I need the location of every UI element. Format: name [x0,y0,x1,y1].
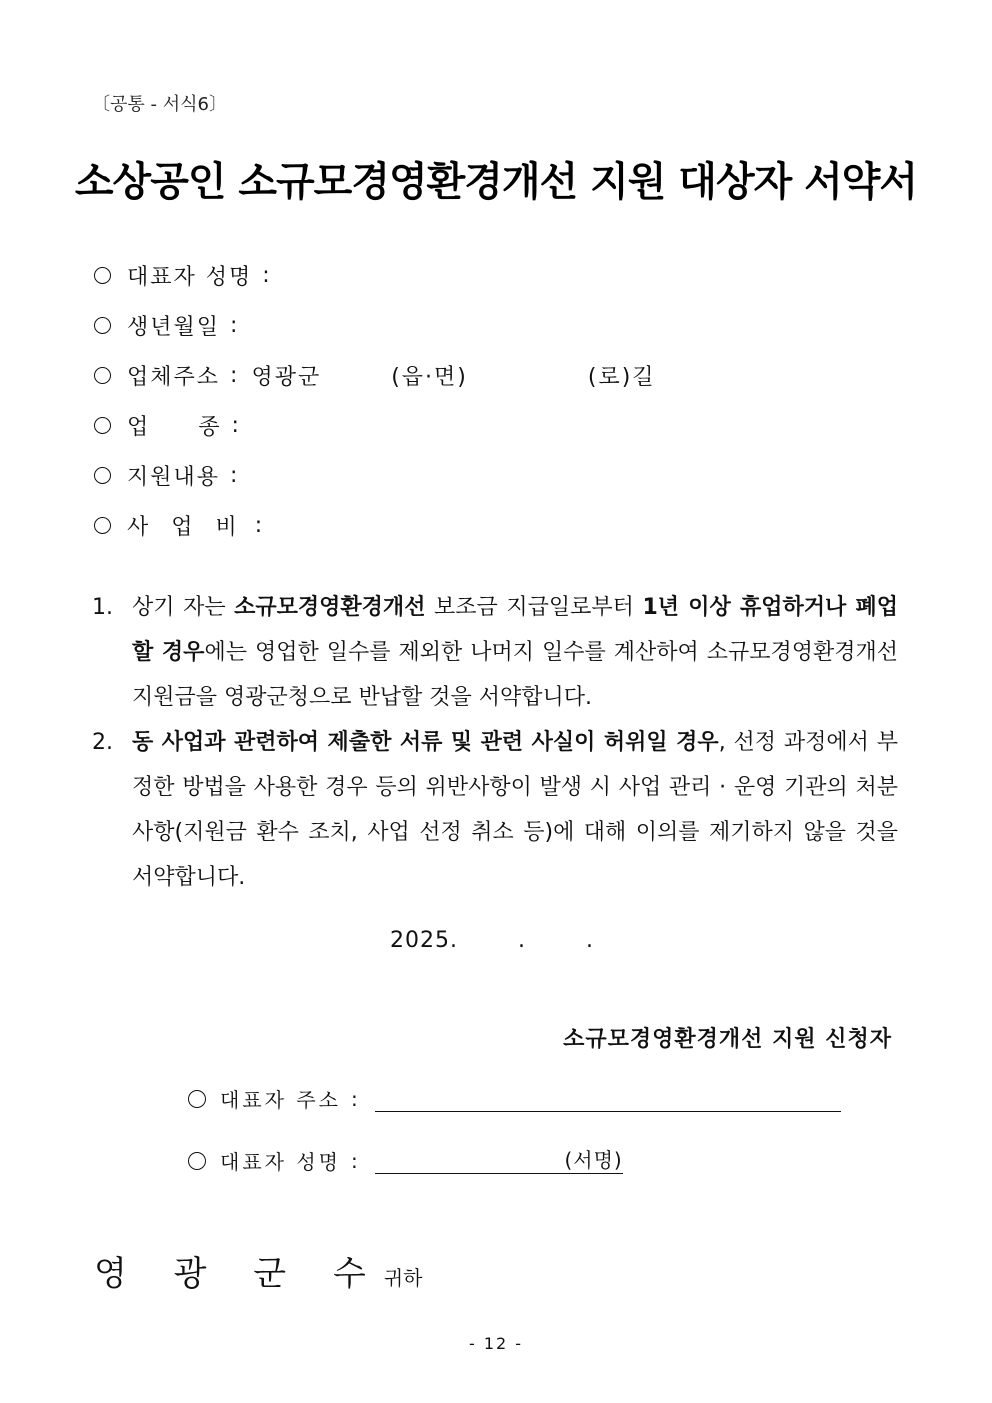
clause-text: 상기 자는 [132,595,235,620]
field-colon: : [262,262,272,288]
field-label: 업체주소 [127,364,221,390]
clause-bold-text: 1년 이상 휴업하거나 폐업 할 경우 [132,595,899,665]
address-input-line[interactable] [375,1085,841,1112]
field-label: 생년월일 [127,314,221,340]
field-label-b: 종 [198,414,222,440]
circle-bullet-icon [94,467,111,484]
name-label: 대표자 성명 [220,1150,341,1174]
clause-bold-text: 동 사업과 관련하여 제출한 서류 및 관련 사실이 허위일 경우 [132,730,719,755]
field-support-content [94,450,656,500]
field-colon: : [230,312,240,338]
clause-bold-text: 소규모경영환경개선 [234,595,426,620]
date-year: 2025. [390,928,458,953]
name-signature-line[interactable] [375,1147,623,1174]
clause-text: 에는 영업한 일수를 제외한 나머지 일수를 계산하여 소규모경영환경개선 지원금을 영광군청으로 반납할 것을 서약합니다. [132,640,899,710]
clause-2 [92,720,898,900]
field-colon: : [350,1148,361,1173]
field-colon: : [350,1086,361,1111]
page-number: - 12 - [468,1334,524,1353]
field-label-a: 업 [127,414,151,440]
applicant-title: 소규모경영환경개선 지원 신청자 [563,1027,892,1052]
field-rep-name [94,250,656,300]
circle-bullet-icon [94,267,111,284]
address-road: (로)길 [587,364,656,390]
field-colon: : [230,362,240,388]
address-region: 영광군 [251,364,322,390]
address-label: 대표자 주소 [220,1088,341,1112]
field-label: 사 업 비 [127,514,245,540]
form-code: 〔공통 - 서식6〕 [92,94,227,115]
address-town: (읍·면) [391,364,468,390]
pledge-date [390,928,594,953]
addressee-name: 영 광 군 수 [94,1254,384,1294]
clause-text: , 선정 과정에서 부정한 방법을 사용한 경우 등의 위반사항이 발생 시 사업 관리 · 운영 기관의 처분 사항(지원금 환수 조치, 사업 선정 취소 등)에 대해 이의를 제기하지 않을 것을 서약합니다. [132,730,898,890]
circle-bullet-icon [188,1152,206,1170]
clause-number: 2. [92,730,113,755]
circle-bullet-icon [94,517,111,534]
circle-bullet-icon [94,417,111,434]
clause-text: 보조금 지급일로부터 [425,595,643,620]
field-address [94,350,656,400]
circle-bullet-icon [94,367,111,384]
circle-bullet-icon [94,317,111,334]
circle-bullet-icon [188,1090,206,1108]
signature-address-row [188,1084,841,1113]
addressee [94,1246,422,1295]
clause-1 [92,585,898,720]
date-month-dot: . [517,928,526,953]
field-label: 지원내용 [127,464,221,490]
clause-number: 1. [92,595,113,620]
addressee-honorific: 귀하 [383,1266,423,1290]
signature-name-row [188,1146,623,1175]
field-colon: : [231,412,241,438]
field-label: 대표자 성명 [127,264,253,290]
document-title: 소상공인 소규모경영환경개선 지원 대상자 서약서 [74,159,918,205]
field-colon: : [254,512,265,538]
field-birth [94,300,656,350]
sign-suffix: (서명) [564,1148,623,1172]
date-day-dot: . [585,928,594,953]
field-business-type [94,400,656,450]
applicant-fields [94,250,656,550]
pledge-clauses [92,585,898,900]
field-colon: : [230,462,240,488]
field-project-cost [94,500,656,550]
